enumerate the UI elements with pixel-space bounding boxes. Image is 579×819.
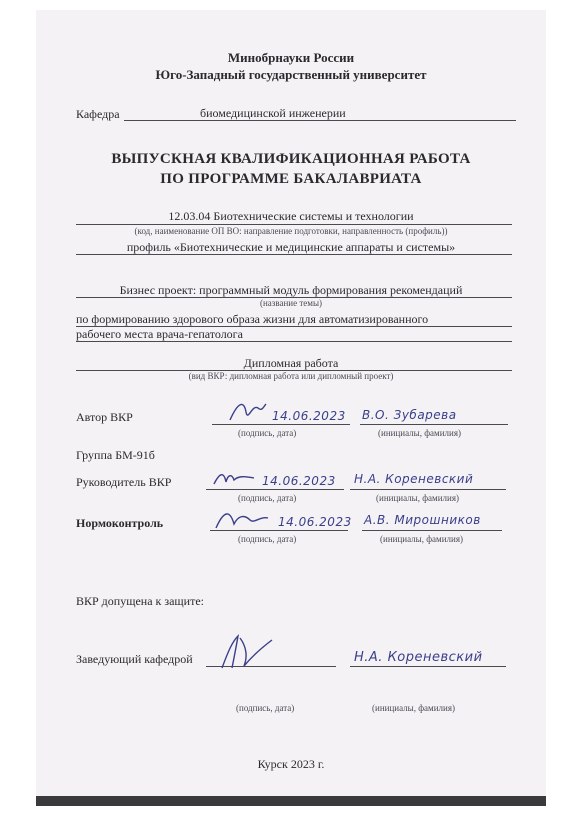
normcontrol-sign-caption: (подпись, дата) (238, 534, 297, 544)
university-name: Юго-Западный государственный университет (155, 67, 427, 82)
supervisor-name-caption: (инициалы, фамилия) (376, 493, 459, 503)
author-label: Автор ВКР (76, 410, 133, 424)
head-name-line (350, 666, 506, 667)
program-underline (76, 224, 512, 225)
normcontrol-name-line (362, 530, 502, 531)
head-sign-caption: (подпись, дата) (236, 703, 295, 713)
topic-line1: Бизнес проект: программный модуль формирования рекомендаций (119, 283, 463, 297)
page-edge-shadow (36, 796, 546, 806)
program-code: 12.03.04 Биотехнические системы и технологии (168, 209, 414, 223)
program-profile: профиль «Биотехнические и медицинские аппараты и системы» (126, 240, 456, 254)
normcontrol-signature-icon (214, 506, 270, 534)
document-title-line1: ВЫПУСКНАЯ КВАЛИФИКАЦИОННАЯ РАБОТА (111, 151, 471, 167)
normcontrol-name-caption: (инициалы, фамилия) (380, 534, 463, 544)
head-name: Н.А. Кореневский (354, 650, 483, 665)
department-label: Кафедра (76, 107, 120, 121)
topic-caption: (название темы) (259, 298, 323, 308)
program-caption: (код, наименование ОП ВО: направление подготовки, направленность (профиль)) (134, 226, 448, 236)
author-name-line (360, 424, 508, 425)
head-name-caption: (инициалы, фамилия) (372, 703, 455, 713)
supervisor-name: Н.А. Кореневский (354, 472, 474, 486)
author-name-caption: (инициалы, фамилия) (378, 428, 461, 438)
document-page (36, 10, 546, 798)
ministry-name: Минобрнауки России (227, 50, 355, 65)
author-sign-caption: (подпись, дата) (238, 428, 297, 438)
admission-text: ВКР допущена к защите: (76, 594, 204, 608)
topic-line3: рабочего места врача-гепатолога (76, 327, 243, 341)
work-type-value: Дипломная работа (243, 356, 339, 370)
normcontrol-label: Нормоконтроль (76, 516, 164, 530)
head-label: Заведующий кафедрой (76, 652, 193, 666)
normcontrol-date: 14.06.2023 (278, 515, 352, 529)
supervisor-label: Руководитель ВКР (76, 475, 172, 489)
topic-underline-3 (76, 341, 512, 342)
city-year: Курск 2023 г. (257, 757, 325, 771)
author-signature-icon (228, 398, 268, 426)
group-label: Группа БМ-91б (76, 448, 155, 462)
supervisor-date: 14.06.2023 (262, 474, 336, 488)
normcontrol-name: А.В. Мирошников (364, 513, 481, 527)
author-name: В.О. Зубарева (362, 408, 457, 422)
profile-underline (76, 254, 512, 255)
department-value: биомедицинской инженерии (200, 106, 346, 120)
work-type-caption: (вид ВКР: дипломная работа или дипломный проект) (188, 371, 394, 381)
supervisor-signature-icon (212, 466, 256, 490)
head-signature-icon (218, 632, 274, 672)
document-title-line2: ПО ПРОГРАММЕ БАКАЛАВРИАТА (160, 171, 422, 187)
supervisor-sign-caption: (подпись, дата) (238, 493, 297, 503)
topic-line2: по формированию здорового образа жизни для автоматизированного (76, 312, 429, 326)
supervisor-name-line (350, 489, 506, 490)
author-date: 14.06.2023 (272, 409, 346, 423)
